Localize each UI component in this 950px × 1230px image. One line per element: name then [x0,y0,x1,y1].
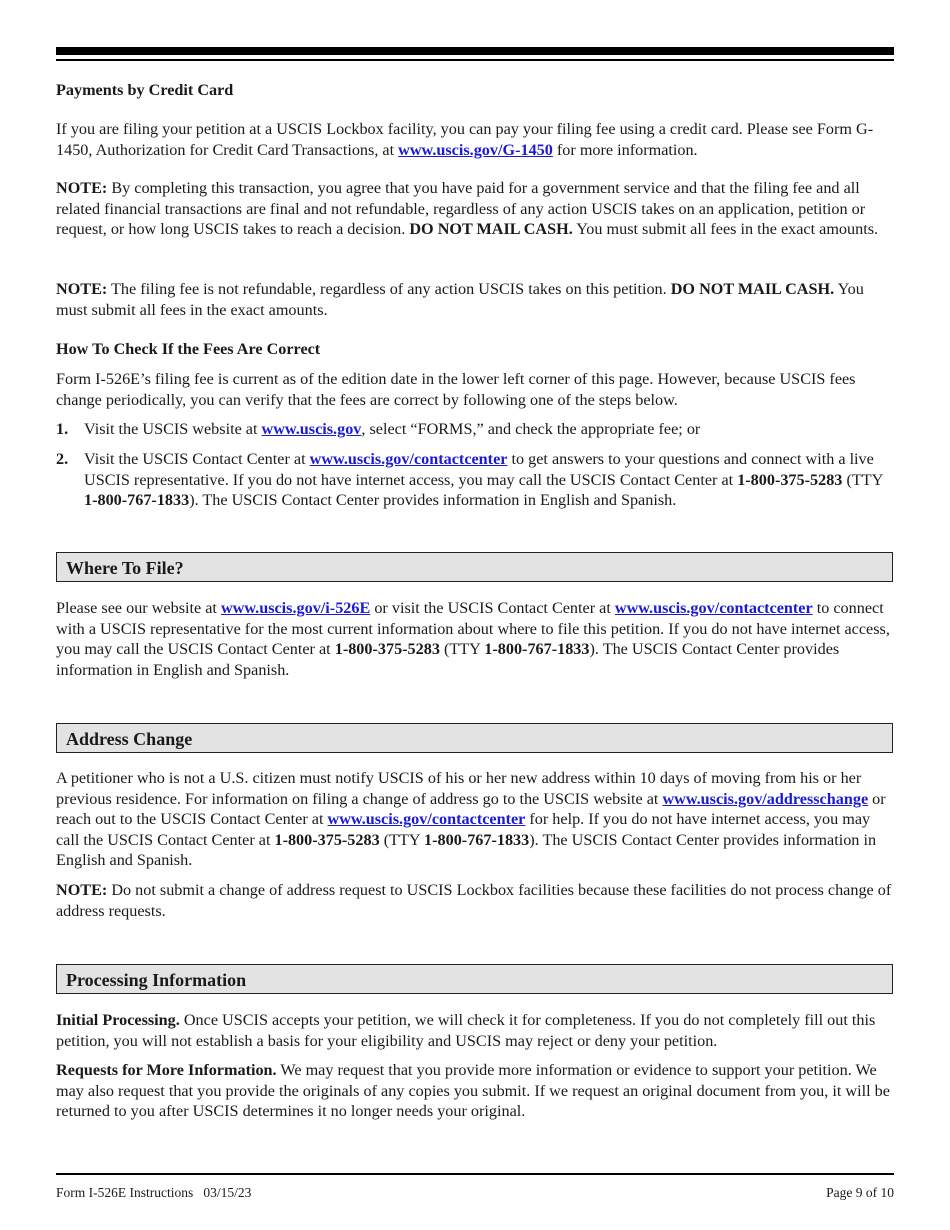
address-change-paragraph [56,768,896,871]
address-change-header [56,723,893,753]
fees-check-intro: Form I-526E’s filing fee is current as of the edition date in the lower left corner of this page. However, because USCIS fees change periodically, you can verify that the fees are correct by following one of the steps below. [56,370,856,409]
text-span: You must submit all fees in the exact amounts. [572,220,879,238]
credit-card-paragraph [56,119,896,160]
text-span: (TTY [439,640,485,658]
text-span: The filing fee is not refundable, regardless of any action USCIS takes on this petition. [107,280,671,298]
note-label: NOTE: [56,179,108,197]
text-span: By completing this transaction, you agree that you have paid for a government service and that the filing fee and all related financial transactions are final and not refundable, regardless of any action USCIS takes on an application, petition or request, or how long USCIS takes to reach a decision. [56,179,866,238]
do-not-mail-cash: DO NOT MAIL CASH. [670,280,835,298]
text-span: to connect with a USCIS representative for the most current information about where to file this petition. If you do not have internet access, you may call the USCIS Contact Center at [56,599,890,658]
section-title: Where To File? [66,558,184,578]
text-span: (TTY [842,470,883,489]
text-span: We may request that you provide more information or evidence to support your petition. We may also request that you provide the originals of any copies you submit. If we request an original document from you, it will be returned to you after USCIS determines it no longer needs your original. [56,1061,890,1120]
text-span: for more information. [552,140,698,159]
footer-rule [56,1173,894,1175]
fees-check-item-2 [56,449,896,511]
fees-check-heading: How To Check If the Fees Are Correct [56,340,321,358]
text-span: Once USCIS accepts your petition, we will check it for completeness. If you do not completely fill out this petition, you will not establish a basis for your eligibility and USCIS may reject or deny your petition. [56,1011,876,1050]
text-span: (TTY [379,830,425,849]
list-number: 2. [56,450,69,468]
do-not-mail-cash: DO NOT MAIL CASH. [409,220,573,238]
footer-page-number: Page 9 of 10 [826,1185,894,1200]
text-span: Visit the USCIS Contact Center at [84,450,310,468]
i526e-link[interactable]: www.uscis.gov/i-526E [220,599,371,617]
contactcenter-link[interactable]: www.uscis.gov/contactcenter [309,450,508,468]
contactcenter-link[interactable]: www.uscis.gov/contactcenter [614,599,813,617]
text-span: A petitioner who is not a U.S. citizen must notify USCIS of his or her new address within 10 days of moving from his or her previous residence. For information on filing a change of address go to the USCIS website at [56,769,862,808]
text-span: ). The USCIS Contact Center provides information in English and Spanish. [56,830,877,869]
text-span: or visit the USCIS Contact Center at [370,599,615,617]
section-title: Address Change [66,729,193,749]
phone-number: 1-800-375-5283 [274,830,380,849]
note-label: NOTE: [56,881,108,899]
top-rule-thin [56,59,894,61]
text-span: to get answers to your questions and connect with a live USCIS representative. If you do not have internet access, you may call the USCIS Contact Center at [84,450,874,489]
requests-info-paragraph [56,1060,896,1122]
contactcenter-link[interactable]: www.uscis.gov/contactcenter [327,810,526,828]
section-title: Processing Information [66,970,247,990]
text-span: , select “FORMS,” and check the appropriate fee; or [361,420,701,438]
credit-card-note-2 [56,279,896,320]
text-span: If you are filing your petition at a USCIS Lockbox facility, you can pay your filing fee using a credit card. Please see Form G-1450, Authorization for Credit Card Transactions, at [56,120,874,159]
g1450-link[interactable]: www.uscis.gov/G-1450 [398,140,553,159]
text-span: Please see our website at [56,599,221,617]
top-rule-thick [56,47,894,55]
text-span: for help. If you do not have internet access, you may call the USCIS Contact Center at [56,810,871,849]
note-label: NOTE: [56,280,108,298]
where-to-file-paragraph [56,598,896,680]
initial-processing-paragraph [56,1010,896,1051]
list-number: 1. [56,420,69,438]
tty-number: 1-800-767-1833 [484,640,590,658]
text-span: Visit the USCIS website at [84,420,262,438]
list-item-text [84,449,896,511]
fees-check-item-1 [56,419,896,440]
text-span: or reach out to the USCIS Contact Center at [56,789,886,828]
tty-number: 1-800-767-1833 [424,830,530,849]
address-change-note [56,880,896,921]
addresschange-link[interactable]: www.uscis.gov/addresschange [662,789,869,808]
list-item-text [84,419,896,440]
text-span: Do not submit a change of address request to USCIS Lockbox facilities because these facilities do not process change of address requests. [56,881,892,920]
text-span: ). The USCIS Contact Center provides information in English and Spanish. [56,640,840,679]
processing-info-header [56,964,893,994]
paragraph-label: Initial Processing. [56,1011,180,1029]
text-span: ). The USCIS Contact Center provides information in English and Spanish. [189,491,677,509]
phone-number: 1-800-375-5283 [737,470,843,489]
credit-card-note-1 [56,178,896,240]
tty-number: 1-800-767-1833 [84,491,190,509]
phone-number: 1-800-375-5283 [334,640,440,658]
where-to-file-header [56,552,893,582]
credit-card-heading: Payments by Credit Card [56,81,234,99]
uscis-link[interactable]: www.uscis.gov [261,420,362,438]
paragraph-label: Requests for More Information. [56,1061,277,1079]
footer-edition: Form I-526E Instructions 03/15/23 [56,1185,252,1200]
text-span: You must submit all fees in the exact amounts. [56,280,864,319]
